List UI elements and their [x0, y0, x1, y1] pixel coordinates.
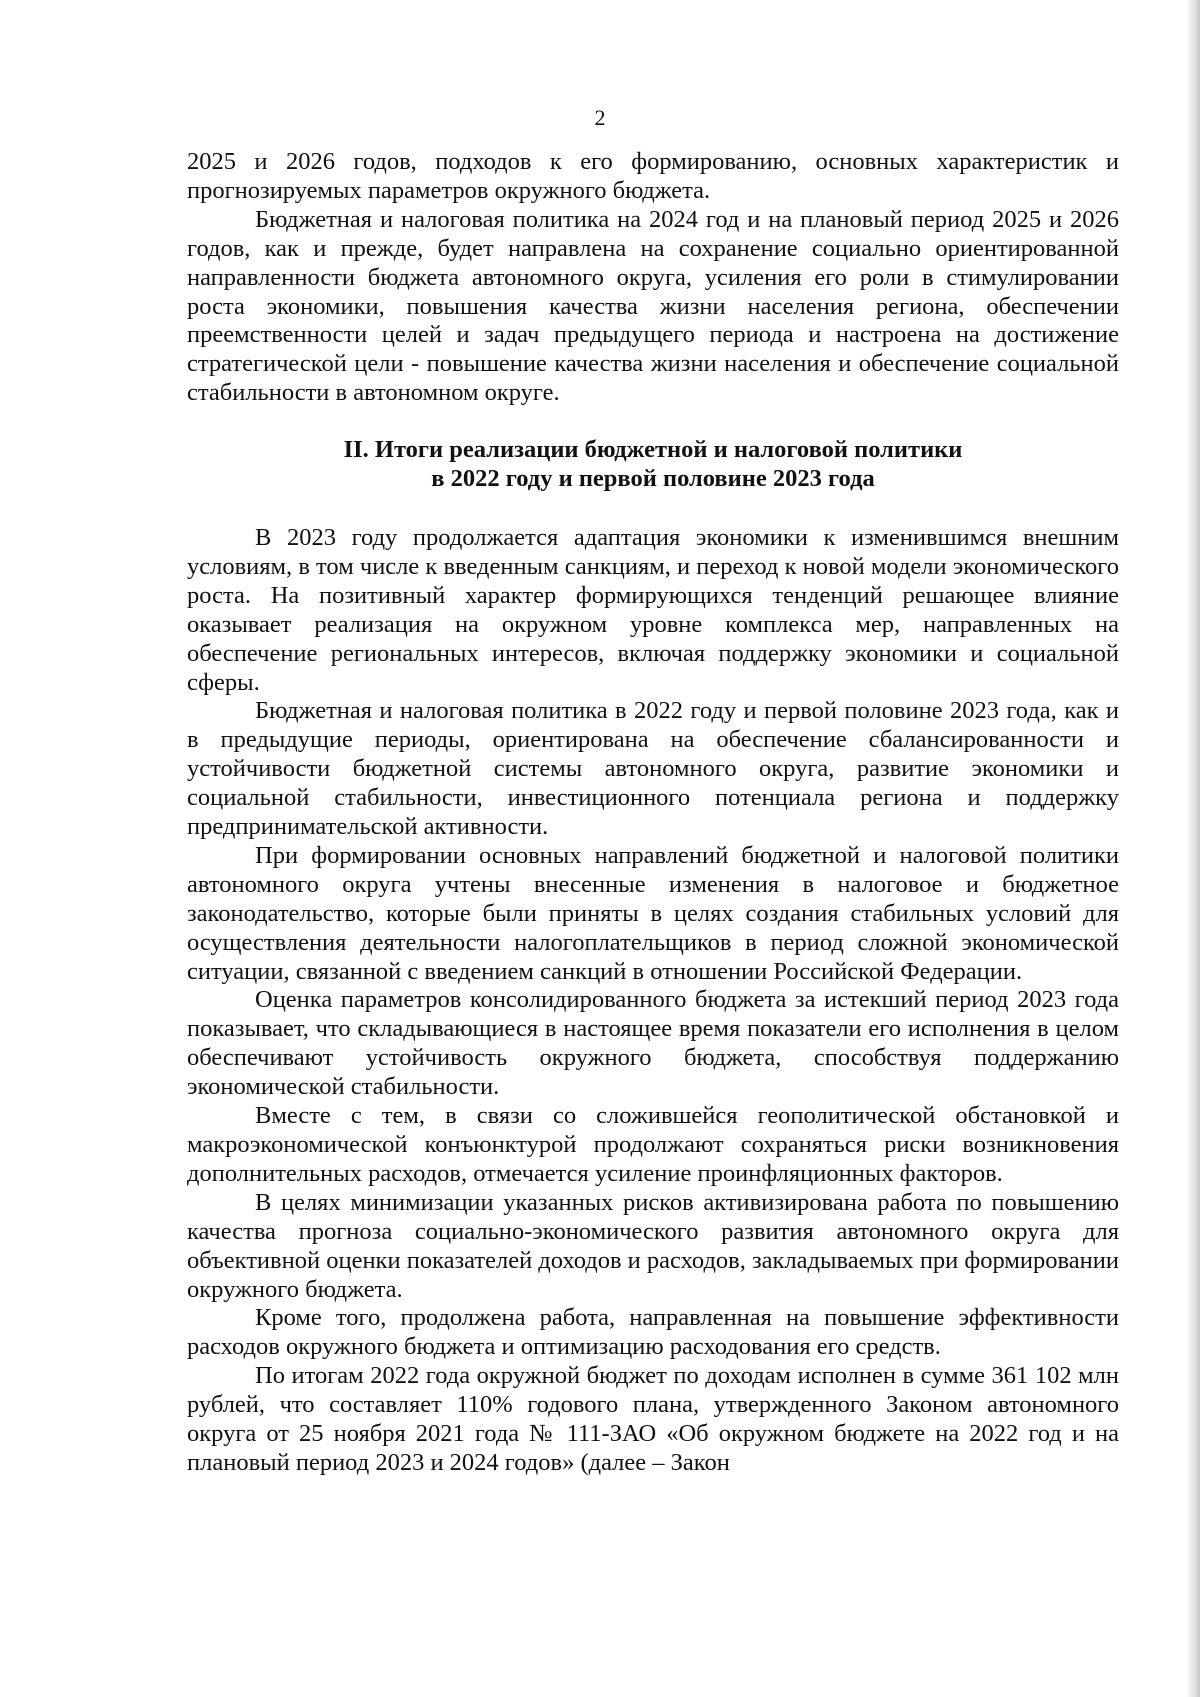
paragraph-budget-policy-goals: Бюджетная и налоговая политика на 2024 год и на плановый период 2025 и 2026 годов, как и прежде, будет направлена на сохранение социально ориентированной направленности бюджета автономного округа, усиления его роли в стимулировании роста экономики, повышения качества жизни населения региона, обеспечении преемственности целей и задач предыдущего периода и настроена на достижение стратегической цели - повышение качества жизни населения и обеспечение социальной стабильности в автономном округе. — [187, 205, 1119, 407]
paragraph-policy-2022-2023: Бюджетная и налоговая политика в 2022 году и первой половине 2023 года, как и в предыдущие периоды, ориентирована на обеспечение сбалансированности и устойчивости бюджетной системы автономного округа, развитие экономики и социальной стабильности, инвестиционного потенциала региона и поддержку предпринимательской активности. — [187, 697, 1119, 841]
page-number: 2 — [594, 105, 606, 130]
paragraph-risk-minimization: В целях минимизации указанных рисков активизирована работа по повышению качества прогноза социально-экономического развития автономного округа для объективной оценки показателей доходов и расходов, закладываемых при формировании окружного бюджета. — [187, 1188, 1119, 1303]
paragraph-2022-results: По итогам 2022 года окружной бюджет по доходам исполнен в сумме 361 102 млн рублей, что составляет 110% годового плана, утвержденного Законом автономного округа от 25 ноября 2021 года № 111-ЗАО «Об окружном бюджете на 2022 год и на плановый период 2023 и 2024 годов» (далее – Закон — [187, 1362, 1119, 1476]
paragraph-efficiency: Кроме того, продолжена работа, направленная на повышение эффективности расходов окружного бюджета и оптимизацию расходования его средств. — [187, 1304, 1119, 1361]
page-edge-shadow — [1186, 0, 1200, 1697]
paragraph-economy-adaptation: В 2023 году продолжается адаптация экономики к изменившимся внешним условиям, в том числе к введенным санкциям, и переход к новой модели экономического роста. На позитивный характер формирующихся тенденций решающее влияние оказывает реализация на окружном уровне комплекса мер, направленных на обеспечение региональных интересов, включая поддержку экономики и социальной сферы. — [187, 523, 1119, 696]
section-heading-line-2: в 2022 году и первой половине 2023 года — [431, 465, 875, 493]
document-body — [187, 148, 1119, 1478]
paragraph-budget-assessment: Оценка параметров консолидированного бюджета за истекший период 2023 года показывает, что складывающиеся в настоящее время показатели его исполнения в целом обеспечивают устойчивость окружного бюджета, способствуя поддержанию экономической стабильности. — [187, 986, 1119, 1101]
paragraph-continuation: 2025 и 2026 годов, подходов к его формированию, основных характеристик и прогнозируемых параметров окружного бюджета. — [187, 148, 1119, 204]
section-heading — [187, 436, 1119, 494]
paragraph-legislation-changes: При формировании основных направлений бюджетной и налоговой политики автономного округа учтены внесенные изменения в налоговое и бюджетное законодательство, которые были приняты в целях создания стабильных условий для осуществления деятельности налогоплательщиков в период сложной экономической ситуации, связанной с введением санкций в отношении Российской Федерации. — [187, 841, 1119, 985]
paragraph-risks: Вместе с тем, в связи со сложившейся геополитической обстановкой и макроэкономической конъюнктурой продолжают сохраняться риски возникновения дополнительных расходов, отмечается усиление проинфляционных факторов. — [187, 1102, 1119, 1187]
section-heading-line-1: II. Итоги реализации бюджетной и налоговой политики — [343, 436, 963, 464]
